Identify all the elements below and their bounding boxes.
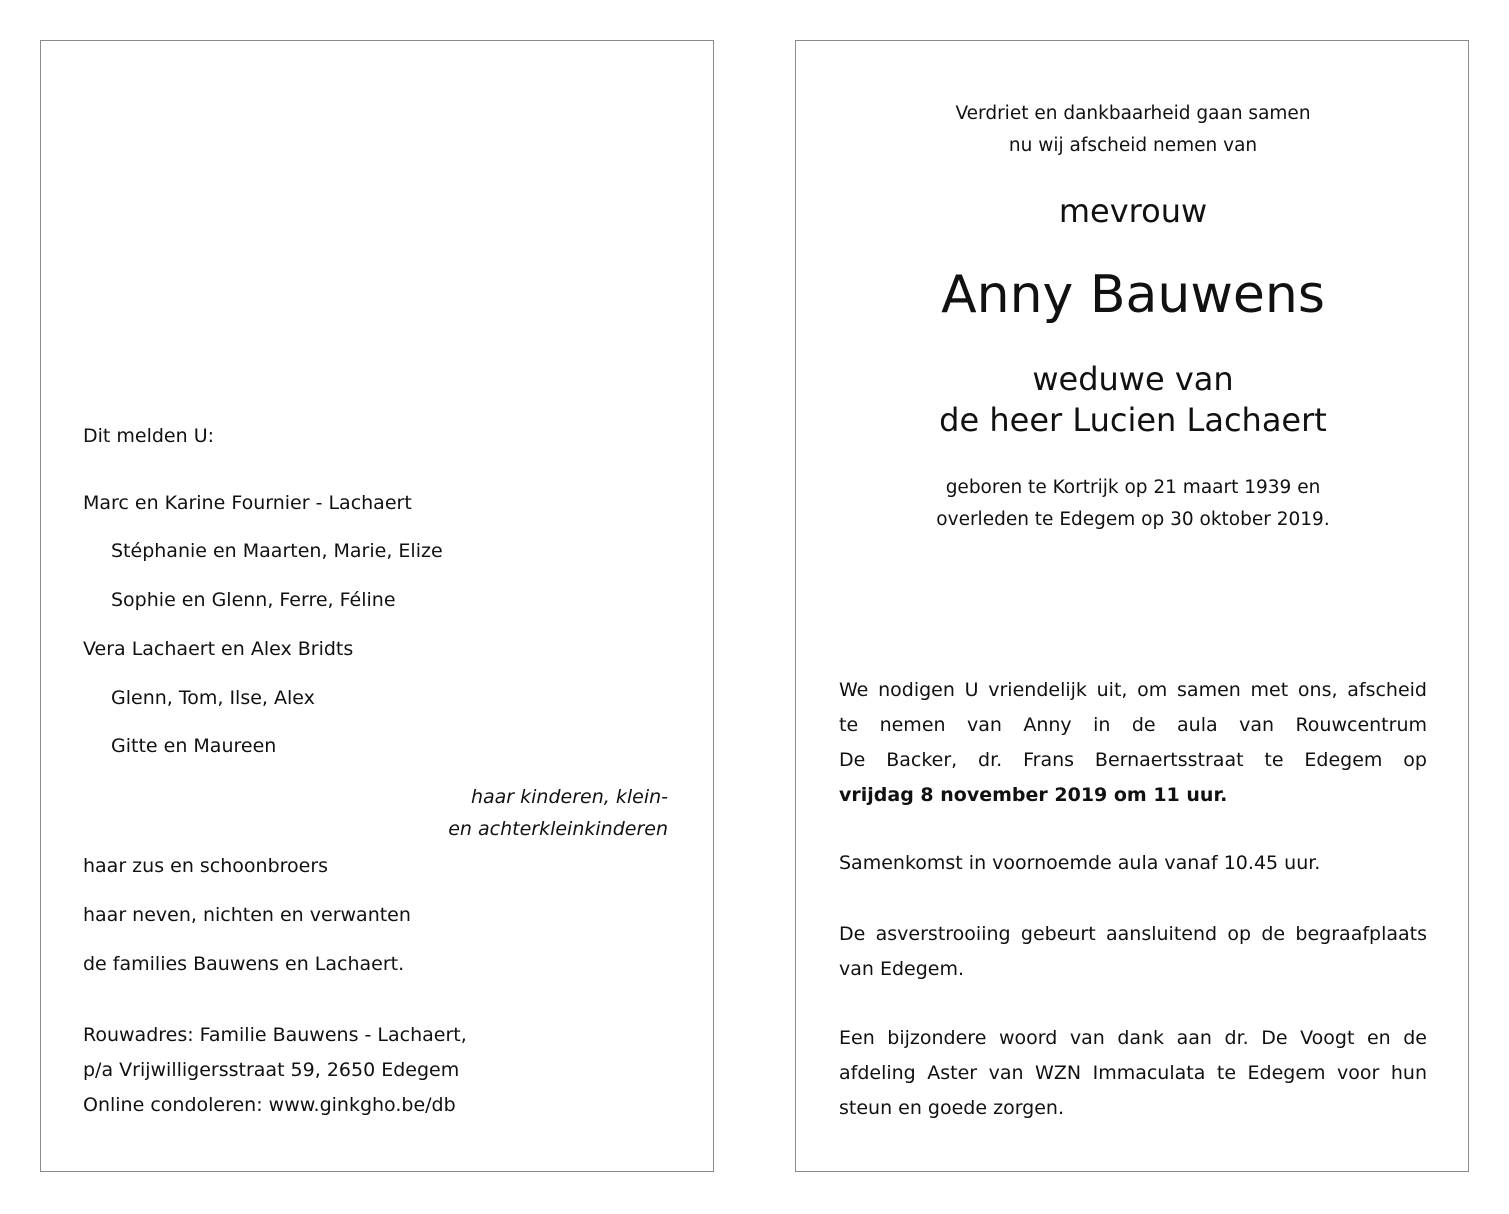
relatives-line: haar neven, nichten en verwanten [83, 904, 411, 926]
invite-date: vrijdag 8 november 2019 om 11 uur. [839, 784, 1228, 806]
intro-text [796, 98, 1470, 162]
deceased-name: Anny Bauwens [941, 265, 1325, 325]
family-line: Gitte en Maureen [111, 735, 277, 757]
birth-death-info [796, 472, 1470, 536]
right-card-page [795, 40, 1469, 1172]
family-line: Marc en Karine Fournier - Lachaert [83, 492, 412, 514]
address-line: Online condoleren: www.ginkgho.be/db [83, 1094, 456, 1116]
intro-line: Verdriet en dankbaarheid gaan samen [955, 103, 1311, 124]
thanks-line: Een bijzondere woord van dank aan dr. De Voogt en de [839, 1027, 1427, 1049]
gathering-text [839, 846, 1427, 881]
relatives-line: haar zus en schoonbroers [83, 855, 329, 877]
thanks-paragraph [839, 1021, 1427, 1126]
left-card-page [40, 40, 714, 1172]
family-line: Sophie en Glenn, Ferre, Féline [111, 589, 396, 611]
gathering-line: Samenkomst in voornoemde aula vanaf 10.45 uur. [839, 852, 1321, 874]
address-line: Rouwadres: Familie Bauwens - Lachaert, [83, 1024, 467, 1046]
address-line: p/a Vrijwilligersstraat 59, 2650 Edegem [83, 1059, 460, 1081]
born-died-line: geboren te Kortrijk op 21 maart 1939 en [945, 477, 1321, 498]
widow-of [796, 359, 1470, 441]
ashes-paragraph [839, 917, 1427, 987]
born-died-line: overleden te Edegem op 30 oktober 2019. [936, 509, 1330, 530]
kids-note [448, 781, 668, 845]
family-line: Glenn, Tom, Ilse, Alex [111, 687, 315, 709]
intro-line: nu wij afscheid nemen van [1008, 135, 1258, 156]
widow-line: de heer Lucien Lachaert [939, 401, 1327, 439]
thanks-line: steun en goede zorgen. [839, 1097, 1065, 1119]
ashes-line: De asverstrooiing gebeurt aansluitend op de begraafplaats [839, 923, 1427, 945]
thanks-line: afdeling Aster van WZN Immaculata te Edegem voor hun [839, 1062, 1427, 1084]
mourning-address [83, 1018, 467, 1123]
invitation-paragraph [839, 673, 1427, 813]
family-line: Vera Lachaert en Alex Bridts [83, 638, 354, 660]
invite-line: We nodigen U vriendelijk uit, om samen met ons, afscheid [839, 679, 1427, 701]
invite-line: De Backer, dr. Frans Bernaertsstraat te Edegem op [839, 749, 1427, 771]
relatives-line: de families Bauwens en Lachaert. [83, 953, 405, 975]
invite-line: te nemen van Anny in de aula van Rouwcentrum [839, 714, 1427, 736]
kids-note-line: haar kinderen, klein- [470, 786, 668, 808]
family-line: Stéphanie en Maarten, Marie, Elize [111, 540, 443, 562]
widow-line: weduwe van [1032, 360, 1234, 398]
announce-label: Dit melden U: [83, 425, 215, 447]
kids-note-line: en achterkleinkinderen [448, 818, 668, 840]
honorific: mevrouw [1058, 192, 1208, 230]
ashes-line: van Edegem. [839, 958, 965, 980]
